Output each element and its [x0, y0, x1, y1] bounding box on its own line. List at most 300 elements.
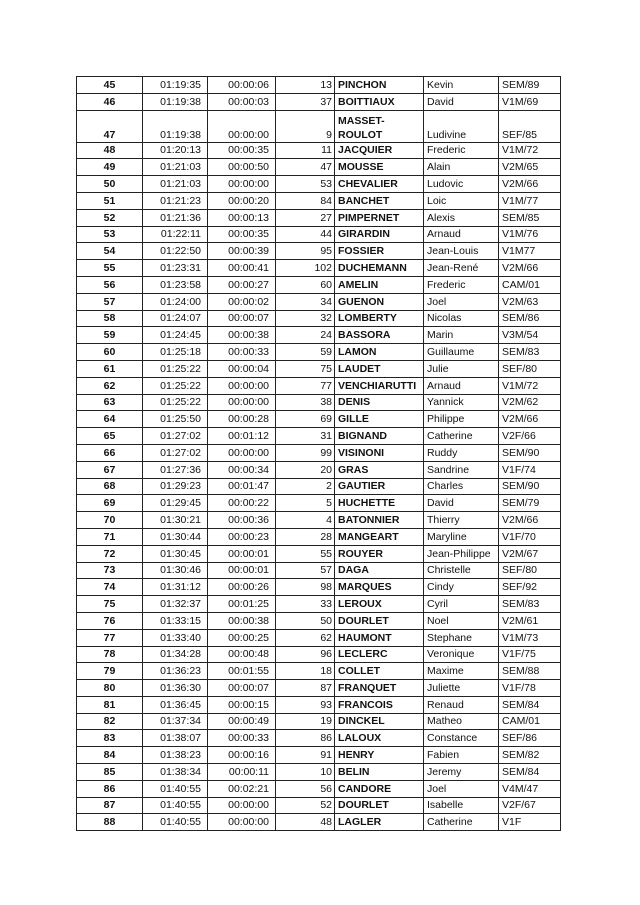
table-row	[77, 696, 561, 713]
category-cell: V1F	[499, 814, 561, 831]
bib-cell: 86	[276, 730, 335, 747]
time-cell: 01:27:02	[143, 444, 208, 461]
gap-cell: 00:00:25	[208, 629, 276, 646]
time-cell: 01:24:45	[143, 327, 208, 344]
category-cell: CAM/01	[499, 276, 561, 293]
last-name-line-1: MASSET-	[338, 114, 385, 127]
category-cell: SEM/88	[499, 663, 561, 680]
last-name-cell: PIMPERNET	[335, 209, 424, 226]
bib-cell: 2	[276, 478, 335, 495]
rank-cell: 63	[77, 394, 143, 411]
bib-cell: 53	[276, 176, 335, 193]
rank-cell: 68	[77, 478, 143, 495]
last-name-cell: DOURLET	[335, 797, 424, 814]
time-cell: 01:21:03	[143, 176, 208, 193]
gap-cell: 00:00:00	[208, 377, 276, 394]
first-name-cell: Renaud	[424, 696, 499, 713]
time-cell: 01:21:23	[143, 192, 208, 209]
time-cell: 01:34:28	[143, 646, 208, 663]
gap-cell: 00:00:49	[208, 713, 276, 730]
time-cell: 01:31:12	[143, 579, 208, 596]
category-cell: V2M/66	[499, 260, 561, 277]
table-row	[77, 344, 561, 361]
category-cell: V2M/62	[499, 394, 561, 411]
gap-cell: 00:00:39	[208, 243, 276, 260]
time-cell: 01:27:36	[143, 461, 208, 478]
gap-cell: 00:00:03	[208, 93, 276, 110]
table-row	[77, 176, 561, 193]
category-cell: V1M/69	[499, 93, 561, 110]
category-cell: V2M/67	[499, 545, 561, 562]
first-name-cell: Charles	[424, 478, 499, 495]
rank-cell: 51	[77, 192, 143, 209]
last-name-cell: DAGA	[335, 562, 424, 579]
gap-cell: 00:01:55	[208, 663, 276, 680]
time-cell: 01:27:02	[143, 428, 208, 445]
category-cell: V1M77	[499, 243, 561, 260]
time-cell: 01:33:40	[143, 629, 208, 646]
first-name-cell: Ruddy	[424, 444, 499, 461]
gap-cell: 00:01:25	[208, 596, 276, 613]
bib-cell: 33	[276, 596, 335, 613]
gap-cell: 00:00:36	[208, 512, 276, 529]
bib-cell: 18	[276, 663, 335, 680]
first-name-cell: Ludivine	[424, 110, 499, 142]
table-row	[77, 495, 561, 512]
time-cell: 01:29:45	[143, 495, 208, 512]
table-row	[77, 260, 561, 277]
bib-cell: 52	[276, 797, 335, 814]
last-name-cell: BATONNIER	[335, 512, 424, 529]
table-row	[77, 680, 561, 697]
time-cell: 01:24:00	[143, 293, 208, 310]
last-name-cell: COLLET	[335, 663, 424, 680]
category-cell: V1M/72	[499, 377, 561, 394]
table-row	[77, 612, 561, 629]
time-cell: 01:36:45	[143, 696, 208, 713]
time-cell: 01:25:50	[143, 411, 208, 428]
rank-cell: 71	[77, 528, 143, 545]
rank-cell: 67	[77, 461, 143, 478]
table-row	[77, 545, 561, 562]
category-cell: V1F/78	[499, 680, 561, 697]
table-row	[77, 629, 561, 646]
time-cell: 01:40:55	[143, 814, 208, 831]
time-cell: 01:25:22	[143, 377, 208, 394]
category-cell: SEM/84	[499, 696, 561, 713]
time-cell: 01:29:23	[143, 478, 208, 495]
category-cell: SEF/86	[499, 730, 561, 747]
first-name-cell: Jean-Philippe	[424, 545, 499, 562]
table-row	[77, 93, 561, 110]
gap-cell: 00:00:28	[208, 411, 276, 428]
gap-cell: 00:00:00	[208, 814, 276, 831]
last-name-cell: HENRY	[335, 747, 424, 764]
bib-cell: 55	[276, 545, 335, 562]
time-cell: 01:30:45	[143, 545, 208, 562]
table-row	[77, 243, 561, 260]
rank-cell: 55	[77, 260, 143, 277]
gap-cell: 00:00:35	[208, 142, 276, 159]
category-cell: V2F/67	[499, 797, 561, 814]
category-cell: SEF/92	[499, 579, 561, 596]
results-table	[76, 76, 561, 831]
rank-cell: 57	[77, 293, 143, 310]
time-cell: 01:25:22	[143, 394, 208, 411]
time-cell: 01:22:11	[143, 226, 208, 243]
time-cell: 01:30:44	[143, 528, 208, 545]
time-cell: 01:22:50	[143, 243, 208, 260]
category-cell: V1F/74	[499, 461, 561, 478]
first-name-cell: Arnaud	[424, 226, 499, 243]
bib-cell: 31	[276, 428, 335, 445]
last-name-cell: LEROUX	[335, 596, 424, 613]
last-name-cell: JACQUIER	[335, 142, 424, 159]
table-row	[77, 159, 561, 176]
time-cell: 01:23:58	[143, 276, 208, 293]
rank-cell: 86	[77, 780, 143, 797]
first-name-cell: Loic	[424, 192, 499, 209]
last-name-cell: MANGEART	[335, 528, 424, 545]
last-name-cell: GAUTIER	[335, 478, 424, 495]
category-cell: SEM/90	[499, 478, 561, 495]
first-name-cell: Catherine	[424, 814, 499, 831]
category-cell: V1M/72	[499, 142, 561, 159]
table-row	[77, 663, 561, 680]
first-name-cell: Ludovic	[424, 176, 499, 193]
rank-cell: 60	[77, 344, 143, 361]
bib-cell: 95	[276, 243, 335, 260]
first-name-cell: Yannick	[424, 394, 499, 411]
table-row	[77, 226, 561, 243]
bib-cell: 99	[276, 444, 335, 461]
table-row	[77, 360, 561, 377]
bib-cell: 48	[276, 814, 335, 831]
category-cell: V2M/66	[499, 512, 561, 529]
last-name-cell: CANDORE	[335, 780, 424, 797]
last-name-cell: BIGNAND	[335, 428, 424, 445]
table-row	[77, 512, 561, 529]
rank-cell: 48	[77, 142, 143, 159]
time-cell: 01:19:35	[143, 77, 208, 94]
category-cell: SEM/85	[499, 209, 561, 226]
gap-cell: 00:00:13	[208, 209, 276, 226]
rank-cell: 45	[77, 77, 143, 94]
table-row	[77, 394, 561, 411]
rank-cell: 80	[77, 680, 143, 697]
table-row	[77, 142, 561, 159]
rank-cell: 65	[77, 428, 143, 445]
last-name-cell: HUCHETTE	[335, 495, 424, 512]
table-row	[77, 797, 561, 814]
gap-cell: 00:01:47	[208, 478, 276, 495]
last-name-cell: MARQUES	[335, 579, 424, 596]
first-name-cell: Thierry	[424, 512, 499, 529]
table-row	[77, 192, 561, 209]
time-cell: 01:32:37	[143, 596, 208, 613]
bib-cell: 62	[276, 629, 335, 646]
rank-cell: 64	[77, 411, 143, 428]
gap-cell: 00:00:02	[208, 293, 276, 310]
first-name-cell: Jean-Louis	[424, 243, 499, 260]
last-name-cell: FRANCOIS	[335, 696, 424, 713]
first-name-cell: Alexis	[424, 209, 499, 226]
first-name-cell: Isabelle	[424, 797, 499, 814]
last-name-cell: BOITTIAUX	[335, 93, 424, 110]
gap-cell: 00:02:21	[208, 780, 276, 797]
last-name-cell: VENCHIARUTTI	[335, 377, 424, 394]
category-cell: SEM/86	[499, 310, 561, 327]
rank-cell: 72	[77, 545, 143, 562]
bib-cell: 13	[276, 77, 335, 94]
gap-cell: 00:00:33	[208, 730, 276, 747]
rank-cell: 66	[77, 444, 143, 461]
rank-cell: 49	[77, 159, 143, 176]
gap-cell: 00:00:06	[208, 77, 276, 94]
time-cell: 01:21:03	[143, 159, 208, 176]
gap-cell: 00:00:48	[208, 646, 276, 663]
category-cell: V4M/47	[499, 780, 561, 797]
bib-cell: 9	[276, 110, 335, 142]
gap-cell: 00:00:23	[208, 528, 276, 545]
bib-cell: 98	[276, 579, 335, 596]
rank-cell: 53	[77, 226, 143, 243]
category-cell: SEM/83	[499, 344, 561, 361]
category-cell: SEM/79	[499, 495, 561, 512]
rank-cell: 54	[77, 243, 143, 260]
gap-cell: 00:00:27	[208, 276, 276, 293]
gap-cell: 00:01:12	[208, 428, 276, 445]
category-cell: V2M/61	[499, 612, 561, 629]
last-name-cell: GRAS	[335, 461, 424, 478]
bib-cell: 11	[276, 142, 335, 159]
bib-cell: 57	[276, 562, 335, 579]
table-row	[77, 310, 561, 327]
table-row	[77, 528, 561, 545]
gap-cell: 00:00:04	[208, 360, 276, 377]
time-cell: 01:20:13	[143, 142, 208, 159]
category-cell: V2M/66	[499, 176, 561, 193]
table-row	[77, 713, 561, 730]
table-row	[77, 411, 561, 428]
gap-cell: 00:00:22	[208, 495, 276, 512]
time-cell: 01:19:38	[143, 110, 208, 142]
category-cell: V3M/54	[499, 327, 561, 344]
last-name-cell: FRANQUET	[335, 680, 424, 697]
category-cell: V1M/77	[499, 192, 561, 209]
time-cell: 01:24:07	[143, 310, 208, 327]
bib-cell: 19	[276, 713, 335, 730]
gap-cell: 00:00:16	[208, 747, 276, 764]
gap-cell: 00:00:35	[208, 226, 276, 243]
table-row	[77, 646, 561, 663]
rank-cell: 56	[77, 276, 143, 293]
bib-cell: 102	[276, 260, 335, 277]
rank-cell: 52	[77, 209, 143, 226]
last-name-cell: GIRARDIN	[335, 226, 424, 243]
bib-cell: 87	[276, 680, 335, 697]
gap-cell: 00:00:07	[208, 680, 276, 697]
first-name-cell: Guillaume	[424, 344, 499, 361]
gap-cell: 00:00:00	[208, 394, 276, 411]
rank-cell: 87	[77, 797, 143, 814]
first-name-cell: Fabien	[424, 747, 499, 764]
first-name-cell: Frederic	[424, 142, 499, 159]
gap-cell: 00:00:00	[208, 797, 276, 814]
last-name-line-2: ROULOT	[338, 128, 383, 141]
time-cell: 01:38:23	[143, 747, 208, 764]
first-name-cell: Nicolas	[424, 310, 499, 327]
table-row	[77, 780, 561, 797]
last-name-cell	[335, 110, 424, 142]
last-name-cell: BANCHET	[335, 192, 424, 209]
first-name-cell: Catherine	[424, 428, 499, 445]
time-cell: 01:21:36	[143, 209, 208, 226]
category-cell: SEM/89	[499, 77, 561, 94]
last-name-cell: HAUMONT	[335, 629, 424, 646]
category-cell: CAM/01	[499, 713, 561, 730]
category-cell: SEF/85	[499, 110, 561, 142]
time-cell: 01:23:31	[143, 260, 208, 277]
rank-cell: 88	[77, 814, 143, 831]
category-cell: SEF/80	[499, 360, 561, 377]
last-name-cell: DUCHEMANN	[335, 260, 424, 277]
gap-cell: 00:00:33	[208, 344, 276, 361]
time-cell: 01:25:18	[143, 344, 208, 361]
last-name-cell: DOURLET	[335, 612, 424, 629]
last-name-cell: LAMON	[335, 344, 424, 361]
time-cell: 01:19:38	[143, 93, 208, 110]
last-name-cell: LALOUX	[335, 730, 424, 747]
last-name-cell: BASSORA	[335, 327, 424, 344]
bib-cell: 5	[276, 495, 335, 512]
last-name-cell: VISINONI	[335, 444, 424, 461]
bib-cell: 75	[276, 360, 335, 377]
table-row	[77, 77, 561, 94]
category-cell: V1M/73	[499, 629, 561, 646]
time-cell: 01:25:22	[143, 360, 208, 377]
first-name-cell: Joel	[424, 293, 499, 310]
time-cell: 01:38:34	[143, 764, 208, 781]
bib-cell: 84	[276, 192, 335, 209]
rank-cell: 76	[77, 612, 143, 629]
category-cell: V1F/70	[499, 528, 561, 545]
gap-cell: 00:00:01	[208, 545, 276, 562]
last-name-cell: LOMBERTY	[335, 310, 424, 327]
first-name-cell: Matheo	[424, 713, 499, 730]
first-name-cell: Sandrine	[424, 461, 499, 478]
gap-cell: 00:00:11	[208, 764, 276, 781]
bib-cell: 77	[276, 377, 335, 394]
first-name-cell: Noel	[424, 612, 499, 629]
table-row	[77, 730, 561, 747]
category-cell: V2F/66	[499, 428, 561, 445]
table-row	[77, 764, 561, 781]
rank-cell: 75	[77, 596, 143, 613]
last-name-cell: LAGLER	[335, 814, 424, 831]
rank-cell: 73	[77, 562, 143, 579]
last-name-cell: AMELIN	[335, 276, 424, 293]
last-name-cell: DENIS	[335, 394, 424, 411]
time-cell: 01:30:46	[143, 562, 208, 579]
bib-cell: 4	[276, 512, 335, 529]
bib-cell: 47	[276, 159, 335, 176]
rank-cell: 74	[77, 579, 143, 596]
last-name-cell: LECLERC	[335, 646, 424, 663]
table-row	[77, 428, 561, 445]
time-cell: 01:36:23	[143, 663, 208, 680]
last-name-cell: MOUSSE	[335, 159, 424, 176]
bib-cell: 56	[276, 780, 335, 797]
gap-cell: 00:00:50	[208, 159, 276, 176]
gap-cell: 00:00:41	[208, 260, 276, 277]
category-cell: V2M/63	[499, 293, 561, 310]
first-name-cell: Stephane	[424, 629, 499, 646]
category-cell: SEF/80	[499, 562, 561, 579]
category-cell: SEM/82	[499, 747, 561, 764]
first-name-cell: Constance	[424, 730, 499, 747]
bib-cell: 10	[276, 764, 335, 781]
bib-cell: 96	[276, 646, 335, 663]
category-cell: V1M/76	[499, 226, 561, 243]
time-cell: 01:40:55	[143, 780, 208, 797]
time-cell: 01:37:34	[143, 713, 208, 730]
gap-cell: 00:00:38	[208, 612, 276, 629]
table-row	[77, 327, 561, 344]
first-name-cell: David	[424, 93, 499, 110]
table-row	[77, 478, 561, 495]
rank-cell: 70	[77, 512, 143, 529]
last-name-cell: CHEVALIER	[335, 176, 424, 193]
table-row	[77, 377, 561, 394]
gap-cell: 00:00:01	[208, 562, 276, 579]
last-name-cell: ROUYER	[335, 545, 424, 562]
bib-cell: 24	[276, 327, 335, 344]
rank-cell: 47	[77, 110, 143, 142]
time-cell: 01:33:15	[143, 612, 208, 629]
bib-cell: 50	[276, 612, 335, 629]
rank-cell: 84	[77, 747, 143, 764]
rank-cell: 83	[77, 730, 143, 747]
rank-cell: 62	[77, 377, 143, 394]
first-name-cell: Juliette	[424, 680, 499, 697]
last-name-cell: GILLE	[335, 411, 424, 428]
first-name-cell: Jeremy	[424, 764, 499, 781]
results-body	[77, 77, 561, 831]
last-name-cell: LAUDET	[335, 360, 424, 377]
last-name-cell: FOSSIER	[335, 243, 424, 260]
time-cell: 01:38:07	[143, 730, 208, 747]
gap-cell: 00:00:26	[208, 579, 276, 596]
category-cell: V2M/65	[499, 159, 561, 176]
table-row	[77, 209, 561, 226]
table-row	[77, 110, 561, 142]
gap-cell: 00:00:20	[208, 192, 276, 209]
category-cell: SEM/90	[499, 444, 561, 461]
first-name-cell: Frederic	[424, 276, 499, 293]
gap-cell: 00:00:34	[208, 461, 276, 478]
table-row	[77, 747, 561, 764]
rank-cell: 58	[77, 310, 143, 327]
rank-cell: 78	[77, 646, 143, 663]
first-name-cell: Philippe	[424, 411, 499, 428]
last-name-cell: BELIN	[335, 764, 424, 781]
bib-cell: 59	[276, 344, 335, 361]
table-row	[77, 562, 561, 579]
gap-cell: 00:00:00	[208, 444, 276, 461]
first-name-cell: Cindy	[424, 579, 499, 596]
bib-cell: 91	[276, 747, 335, 764]
